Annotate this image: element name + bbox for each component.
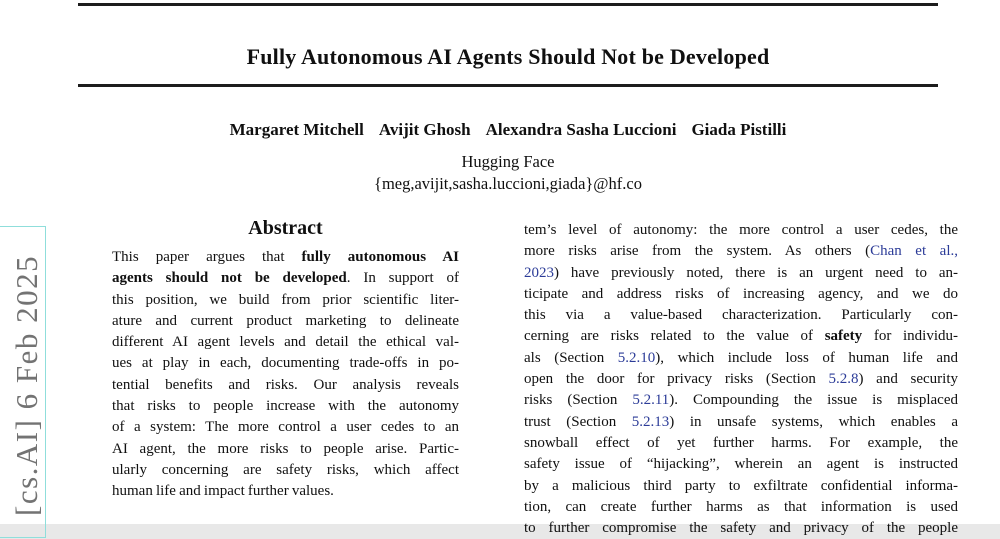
citation-link[interactable]: 5.2.10 [617, 349, 656, 366]
citation-link[interactable]: Chan et al., [870, 243, 958, 260]
body-text: ) and security [858, 371, 959, 388]
author-emails: {meg,avijit,sasha.luccioni,giada}@hf.co [374, 174, 642, 193]
text-line [112, 247, 459, 268]
body-text: ularly concerning are safety risks, which affect [112, 461, 459, 478]
text-line [112, 375, 459, 396]
body-text: this via a value-based characterization. Particularly con- [524, 307, 958, 324]
intro-column [524, 220, 959, 537]
body-text: tem’s level of autonomy: the more control a user cedes, the [524, 222, 958, 238]
body-text: risks (Section [524, 392, 633, 409]
body-text: that risks to people increase with the autonomy [112, 398, 459, 415]
body-text: open the door for privacy risks (Section [524, 371, 829, 388]
body-text: cerning are risks related to the value of [524, 328, 825, 345]
body-text: ). Compounding the issue is misplaced [669, 392, 958, 409]
text-line [524, 241, 958, 262]
citation-link[interactable]: 5.2.8 [828, 371, 859, 388]
text-line [524, 220, 958, 241]
citation-link[interactable]: 2023 [524, 264, 554, 281]
body-text: of a system: The more control a user cedes to an [112, 419, 459, 436]
body-text: tential benefits and risks. Our analysis reveals [112, 376, 459, 393]
body-text: . In support of [346, 270, 459, 287]
text-line [524, 454, 958, 475]
text-line [112, 417, 459, 438]
body-text: this position, we build from prior scientific liter- [112, 291, 459, 308]
citation-link[interactable]: 5.2.13 [631, 413, 670, 430]
body-text: snowball effect of yet further harms. For example, the [524, 434, 958, 451]
body-text: for individu- [862, 328, 958, 345]
body-text: AI agent, the more risks to people arise. Partic- [112, 440, 459, 457]
text-line [112, 268, 459, 289]
title-rule-top [78, 3, 938, 6]
citation-link[interactable]: 5.2.11 [632, 392, 670, 409]
text-line [112, 396, 459, 417]
bold-text: agents should not be developed [112, 270, 347, 287]
text-line [112, 439, 459, 460]
body-text: tion, can create further harms as that information is used [524, 498, 958, 515]
body-text: als (Section [524, 349, 618, 366]
text-line [524, 433, 958, 454]
affiliation: Hugging Face [461, 152, 555, 171]
body-text: to further compromise the safety and privacy of the people [524, 520, 958, 537]
abstract-heading: Abstract [248, 217, 323, 239]
body-text: ) have previously noted, there is an urgent need to an- [554, 264, 958, 281]
body-text: safety issue of “hijacking”, wherein an agent is instructed [524, 456, 958, 473]
title-rule-bottom [78, 84, 938, 87]
text-line [524, 476, 958, 497]
text-line [524, 518, 958, 539]
paper-title: Fully Autonomous AI Agents Should Not be Developed [246, 43, 770, 69]
bold-text: safety [824, 328, 863, 345]
text-line [524, 284, 958, 305]
text-line [524, 348, 958, 369]
abstract-text [112, 247, 459, 503]
body-text: ature and current product marketing to delineate [112, 312, 459, 329]
intro-text [524, 220, 958, 539]
arxiv-stamp-text: [cs.AI] 6 Feb 2025 [9, 254, 44, 516]
text-line [112, 460, 459, 481]
text-line [112, 481, 459, 502]
body-text: This paper argues that [112, 249, 302, 265]
text-line [524, 390, 958, 411]
body-text: more risks arise from the system. As others ( [524, 243, 871, 260]
text-line [524, 305, 958, 326]
text-line [112, 290, 459, 311]
body-text: human life and impact further values. [112, 483, 334, 500]
text-line [524, 412, 958, 433]
body-text: ) in unsafe systems, which enables a [669, 413, 958, 430]
author-name: Giada Pistilli [691, 120, 787, 139]
body-text: ues at play in each, documenting trade-offs in po- [112, 355, 459, 372]
text-line [112, 353, 459, 374]
body-text: trust (Section [524, 413, 632, 430]
author-name: Alexandra Sasha Luccioni [485, 120, 677, 139]
text-line [524, 326, 958, 347]
abstract-column [112, 217, 459, 503]
text-line [112, 311, 459, 332]
bold-text: fully autonomous AI [301, 249, 459, 265]
author-name: Avijit Ghosh [378, 120, 471, 139]
body-text: ticipate and address risks of increasing agency, and we do [524, 285, 958, 302]
text-line [524, 263, 958, 284]
authors-row [78, 120, 938, 140]
body-text: ), which include loss of human life and [655, 349, 958, 366]
author-name: Margaret Mitchell [229, 120, 364, 139]
text-line [524, 369, 958, 390]
body-text: by a malicious third party to exfiltrate confidential informa- [524, 477, 958, 494]
text-line [524, 497, 958, 518]
body-text: different AI agent levels and detail the ethical val- [112, 334, 459, 351]
text-line [112, 332, 459, 353]
